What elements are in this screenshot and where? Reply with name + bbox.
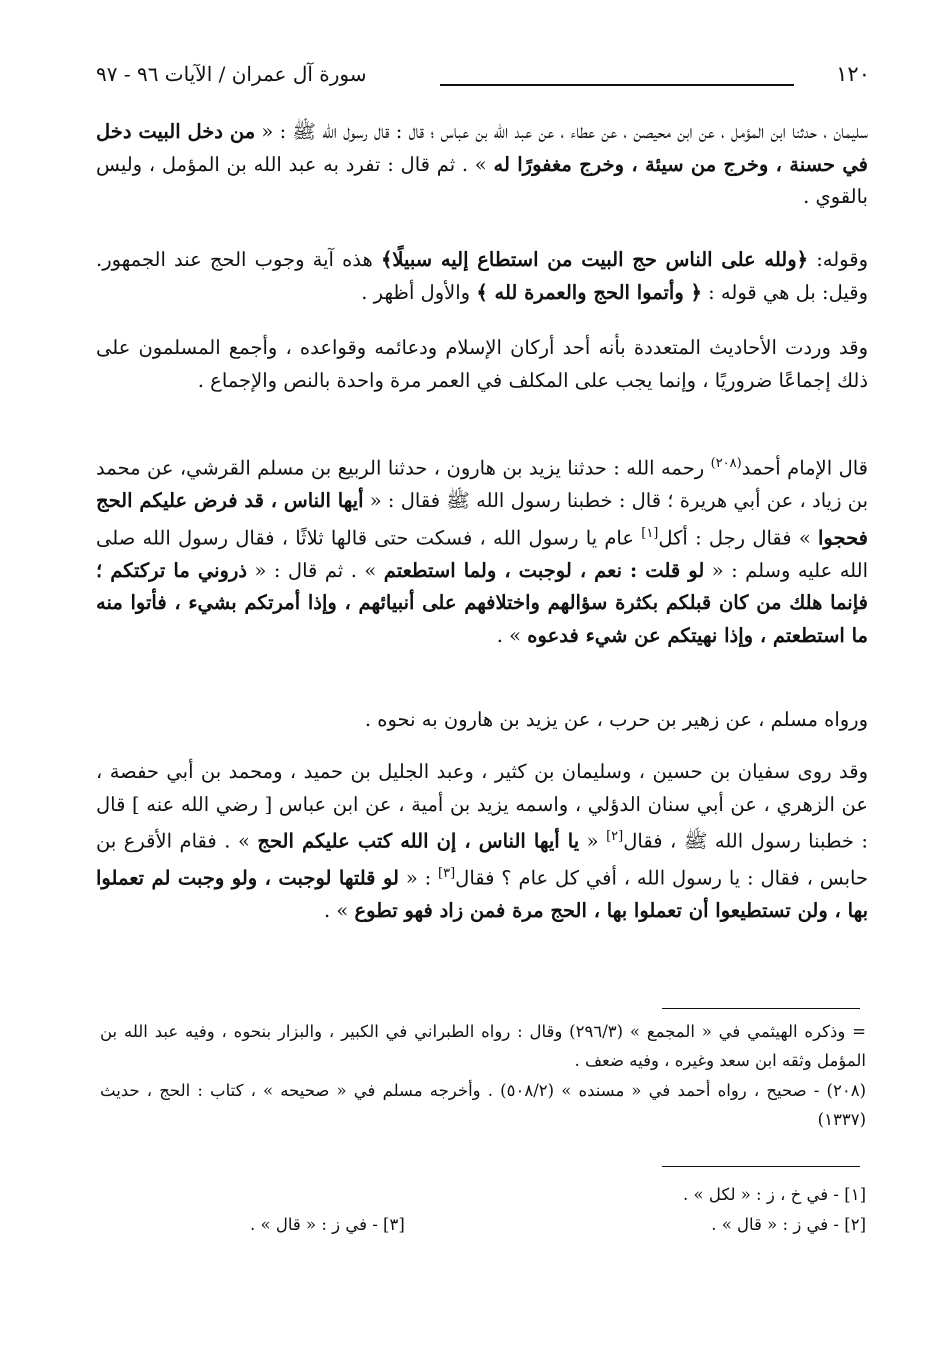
paragraph-text: وقد روى سفيان بن حسين ، وسليمان بن كثير ، وعبد الجليل بن حميد ، ومحمد بن أبي حفصة ، عن الزهري ، عن أبي سنان الدؤلي ، واسمه يزيد بن أمية ، عن ابن عباس [ رضي الله عنه ] قال : خطبنا رسول الله ﷺ ، فقال (96, 760, 868, 853)
paragraph-text: » . ثم قال : تفرد به عبد الله بن المؤمل ، وليس بالقوي . (96, 152, 868, 209)
notes-divider (662, 1166, 860, 1167)
footnotes (100, 1018, 866, 1136)
paragraph-text: سليمان ، حدثنا ابن المؤمل ، عن ابن محيصن ، عن عطاء ، عن عبد الله بن عباس ؛ قال : قال رسول الله ﷺ : « (255, 120, 868, 143)
paragraph-text: عام يا رسول الله ، فسكت حتى قالها ثلاثًا ، فقال رسول الله صلى الله عليه وسلم : « (96, 526, 868, 582)
paragraph-text: » فقال رجل : أكل (658, 526, 818, 550)
note-ref: [٣] (438, 866, 456, 882)
paragraph-1 (96, 116, 868, 214)
footnote-2: (٢٠٨) - صحيح ، رواه أحمد في « مسنده » (٥٠٨/٢) . وأخرجه مسلم في « صحيحه » ، كتاب : الحج ، حديث (١٣٣٧) (100, 1081, 866, 1129)
paragraph-text: » . (496, 623, 528, 647)
hadith-text: من دخل البيت دخل في حسنة ، وخرج من سيئة ، وخرج مغفورًا له (96, 120, 869, 176)
note-ref: [١] (641, 525, 659, 541)
header-rule (440, 84, 794, 86)
note-ref: [٢] (606, 829, 624, 845)
paragraph-2 (96, 244, 868, 309)
paragraph-text: « (579, 829, 607, 853)
note-1: [١] - في خ ، ز : « لكل » . (683, 1185, 866, 1204)
footnote-1: = وذكره الهيثمي في « المجمع » (٢٩٦/٣) وقال : رواه الطبراني في الكبير ، والبزار بنحوه ، وفيه عبد الله بن المؤمل وثقه ابن سعد وغيره ، وفيه ضعف . (100, 1022, 866, 1070)
paragraph-text: » . (324, 899, 355, 923)
editor-notes (250, 1180, 866, 1240)
note-2: [٢] - في ز : « قال » . (711, 1215, 866, 1234)
paragraph-text: والأول أظهر . (361, 280, 477, 304)
paragraph-text: قال الإمام أحمد (741, 456, 869, 480)
page-header (96, 62, 870, 96)
paragraph-6 (96, 756, 868, 928)
paragraph-5: ورواه مسلم ، عن زهير بن حرب ، عن يزيد بن هارون به نحوه . (364, 708, 868, 731)
footnote-ref: (٢٠٨) (710, 456, 742, 471)
hadith-text: يا أيها الناس ، إن الله كتب عليكم الحج (257, 829, 580, 853)
chapter-title: سورة آل عمران / الآيات ٩٦ - ٩٧ (96, 62, 367, 86)
paragraph-text: هذه آية وجوب الحج عند الجمهور. وقيل: بل هي قوله : (96, 248, 868, 304)
paragraph-text: رحمه الله : حدثنا يزيد بن هارون ، حدثنا الربيع بن مسلم القرشي، عن محمد بن زياد ، عن أبي هريرة ؛ قال : خطبنا رسول الله ﷺ فقال : « (96, 456, 868, 513)
paragraph-4 (96, 448, 868, 653)
hadith-text: أيها الناس ، قد فرض عليكم الحج فحجوا (96, 489, 868, 550)
paragraph-text: » . فقام الأقرع بن حابس ، فقال : يا رسول الله ، أفي كل عام ؟ فقال (96, 829, 869, 890)
quran-verse: ﴿ولله على الناس حج البيت من استطاع إليه سبيلًا﴾ (380, 248, 809, 271)
note-row (250, 1210, 866, 1240)
paragraph-text: وقوله: (808, 248, 868, 271)
paragraph-3: وقد وردت الأحاديث المتعددة بأنه أحد أركان الإسلام ودعائمه وقواعده ، وأجمع المسلمون على ذلك إجماعًا ضروريًا ، وإنما يجب على المكلف في العمر مرة واحدة بالنص والإجماع . (96, 336, 868, 392)
hadith-text: لو قلتها لوجبت ، ولو وجبت لم تعملوا بها ، ولن تستطيعوا أن تعملوا بها ، الحج مرة فمن زاد فهو تطوع (96, 866, 868, 923)
note-3: [٣] - في ز : « قال » . (250, 1215, 405, 1234)
paragraph-text: : « (398, 866, 439, 890)
footnote-divider (662, 1008, 860, 1009)
page-number: ١٢٠ (836, 62, 870, 86)
hadith-text: ذروني ما تركتكم ؛ فإنما هلك من كان قبلكم بكثرة سؤالهم واختلافهم على أنبيائهم ، وإذا أمرتكم بشيء ، فأتوا منه ما استطعتم ، وإذا نهيتكم عن شيء فدعوه (96, 558, 868, 647)
hadith-text: لو قلت : نعم ، لوجبت ، ولما استطعتم (383, 558, 705, 582)
paragraph-text: » . ثم قال : « (247, 558, 384, 582)
quran-verse: ﴿ وأتموا الحج والعمرة لله ﴾ (476, 280, 702, 304)
